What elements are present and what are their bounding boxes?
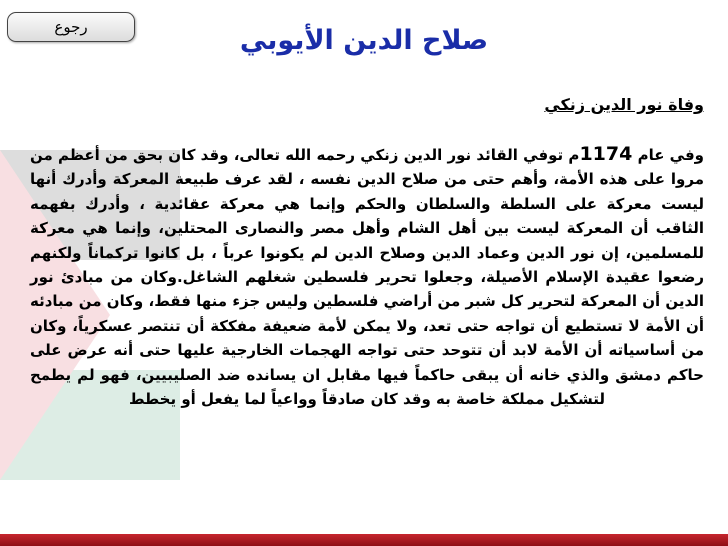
back-button[interactable]: رجوع xyxy=(7,12,135,42)
bottom-bar xyxy=(0,534,728,546)
section-heading: وفاة نور الدين زنكي xyxy=(544,95,704,114)
body-text: م توفي القائد نور الدين زنكي رحمه الله تعالى، وقد كان بحق من أعظم من مروا على هذه الأمة، وأهم حتى من صلاح الدين نفسه ، لقد عرف طبيعة المعركة وأدرك أنها ليست معركة على السلطة والسلطان والحكم وإنما هي معركة عقائدية ، وأدرك بفهمه الثاقب أن المعركة ليست بين أهل الشام وأهل مصر والنصارى المحتلين، وإنما هي معركة للمسلمين، إن نور الدين وعماد الدين وصلاح الدين لم يكونوا عرباً ، بل كانوا تركماناً ولكنهم رضعوا عقيدة الإسلام الأصيلة، وجعلوا تحرير فلسطين شغلهم الشاغل.وكان من مبادئ نور الدين أن المعركة لتحرير كل شبر من أراضي فلسطين وليس جزء منها فقط، وكان من مبادئه أن الأمة لا تستطيع أن تواجه حتى تعد، ولا يمكن لأمة ضعيفة مفككة أن تنتصر عسكرياً، وكان من أساسياته أن الأمة لابد أن تتوحد حتى تواجه الهجمات الخارجية عليها حتى أنه عرض على حاكم دمشق والذي خانه أن يبقى حاكماً فيها مقابل ان يسانده ضد الصليبيين، فهو لم يطمح لتشكيل مملكة خاصة به وقد كان صادقاً وواعياً لما يفعل أو يخطط xyxy=(30,146,704,409)
body-lead: وفي عام xyxy=(632,146,705,164)
body-paragraph xyxy=(30,142,704,411)
year-number: 1174 xyxy=(579,143,633,165)
page-title: صلاح الدين الأيوبي xyxy=(239,25,489,56)
